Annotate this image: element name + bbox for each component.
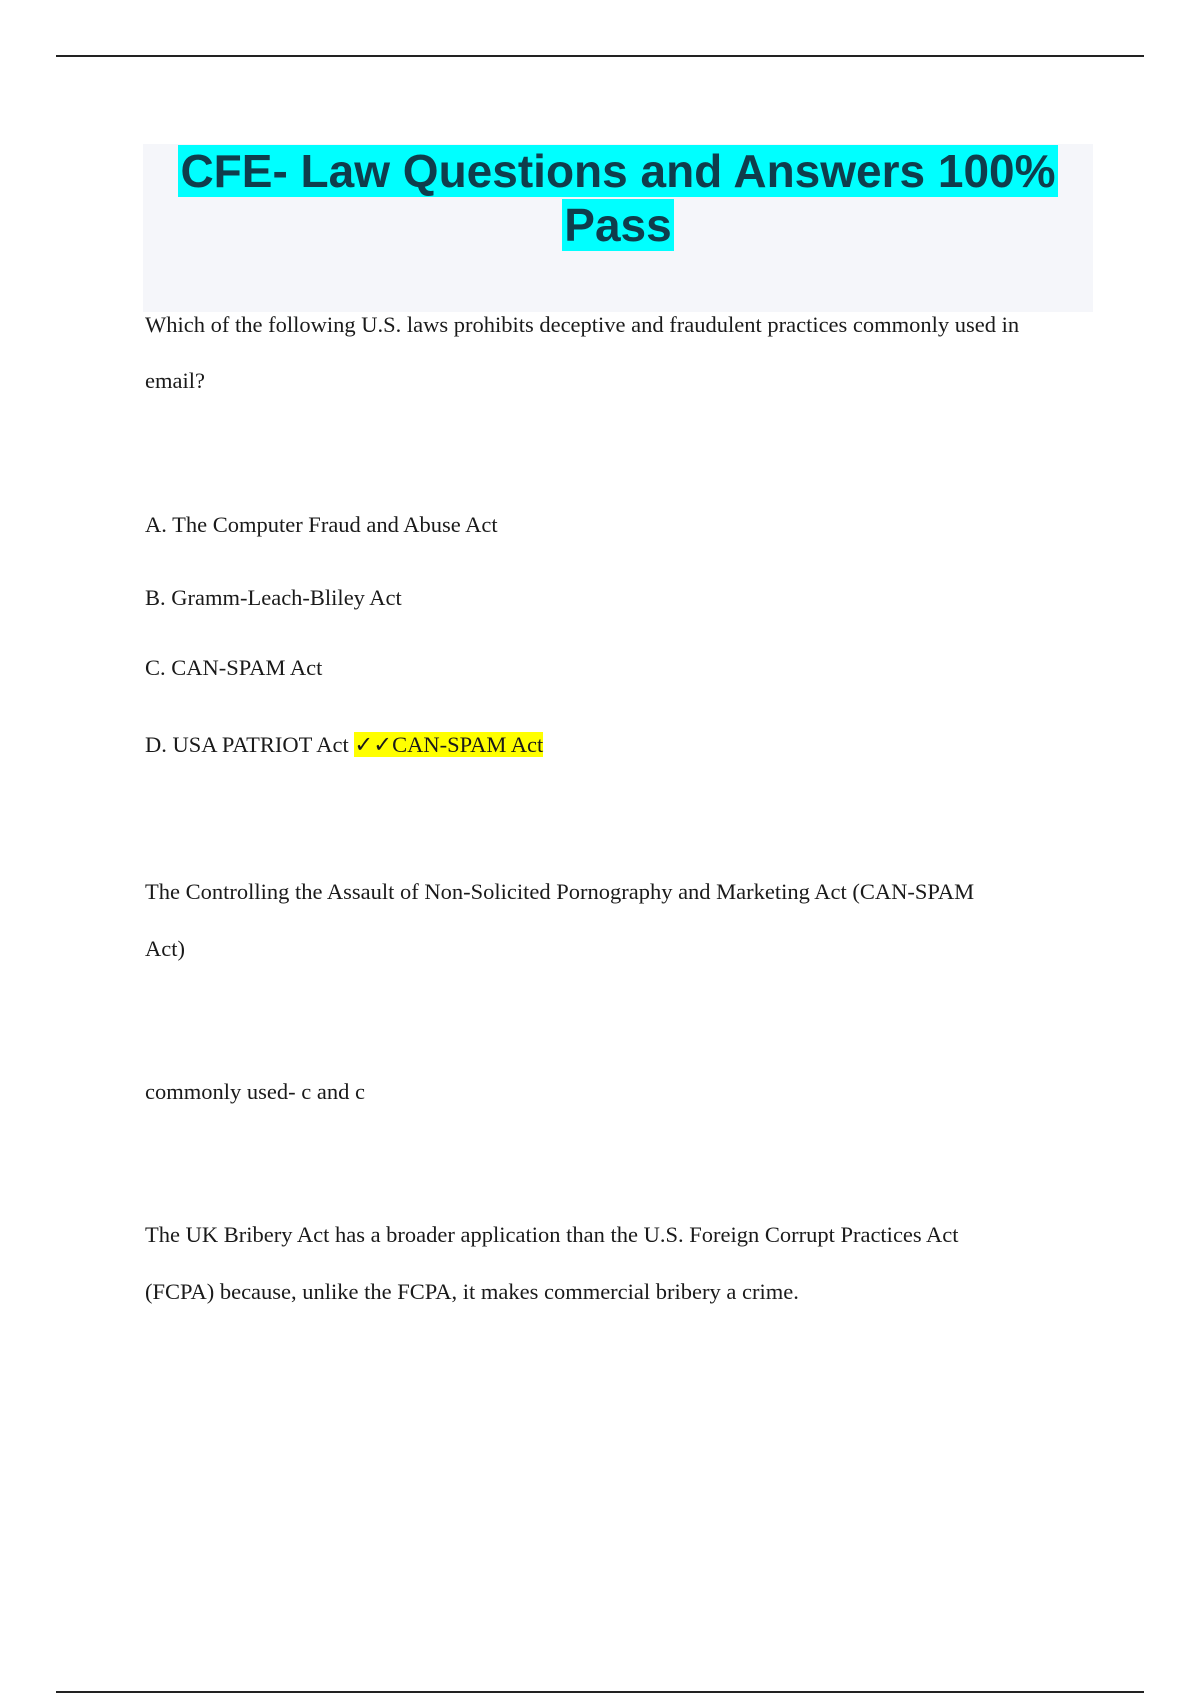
option-a: A. The Computer Fraud and Abuse Act bbox=[145, 512, 498, 537]
question-1-text-line-2: email? bbox=[145, 368, 205, 393]
title-line-2: Pass bbox=[564, 199, 672, 251]
document-title bbox=[143, 144, 1093, 312]
explanation-line-1: The Controlling the Assault of Non-Solicited Pornography and Marketing Act (CAN-SPAM bbox=[145, 879, 975, 904]
option-d-with-answer bbox=[145, 717, 1095, 773]
question-2-text-line-2: (FCPA) because, unlike the FCPA, it makes commercial bribery a crime. bbox=[145, 1279, 799, 1304]
explanation-line-2: Act) bbox=[145, 936, 185, 961]
option-d: D. USA PATRIOT Act bbox=[145, 732, 349, 757]
question-1-text-line-1: Which of the following U.S. laws prohibits deceptive and fraudulent practices commonly used in bbox=[145, 312, 1020, 337]
option-c: C. CAN-SPAM Act bbox=[145, 655, 323, 680]
top-rule bbox=[56, 55, 1144, 57]
correct-answer-highlight: ✓✓CAN-SPAM Act bbox=[354, 732, 544, 757]
note-text: commonly used- c and c bbox=[145, 1079, 365, 1104]
bottom-rule bbox=[56, 1691, 1144, 1693]
question-2-text-line-1: The UK Bribery Act has a broader application than the U.S. Foreign Corrupt Practices Act bbox=[145, 1222, 959, 1247]
title-line-1: CFE- Law Questions and Answers 100% bbox=[180, 145, 1056, 197]
option-b: B. Gramm-Leach-Bliley Act bbox=[145, 585, 402, 610]
